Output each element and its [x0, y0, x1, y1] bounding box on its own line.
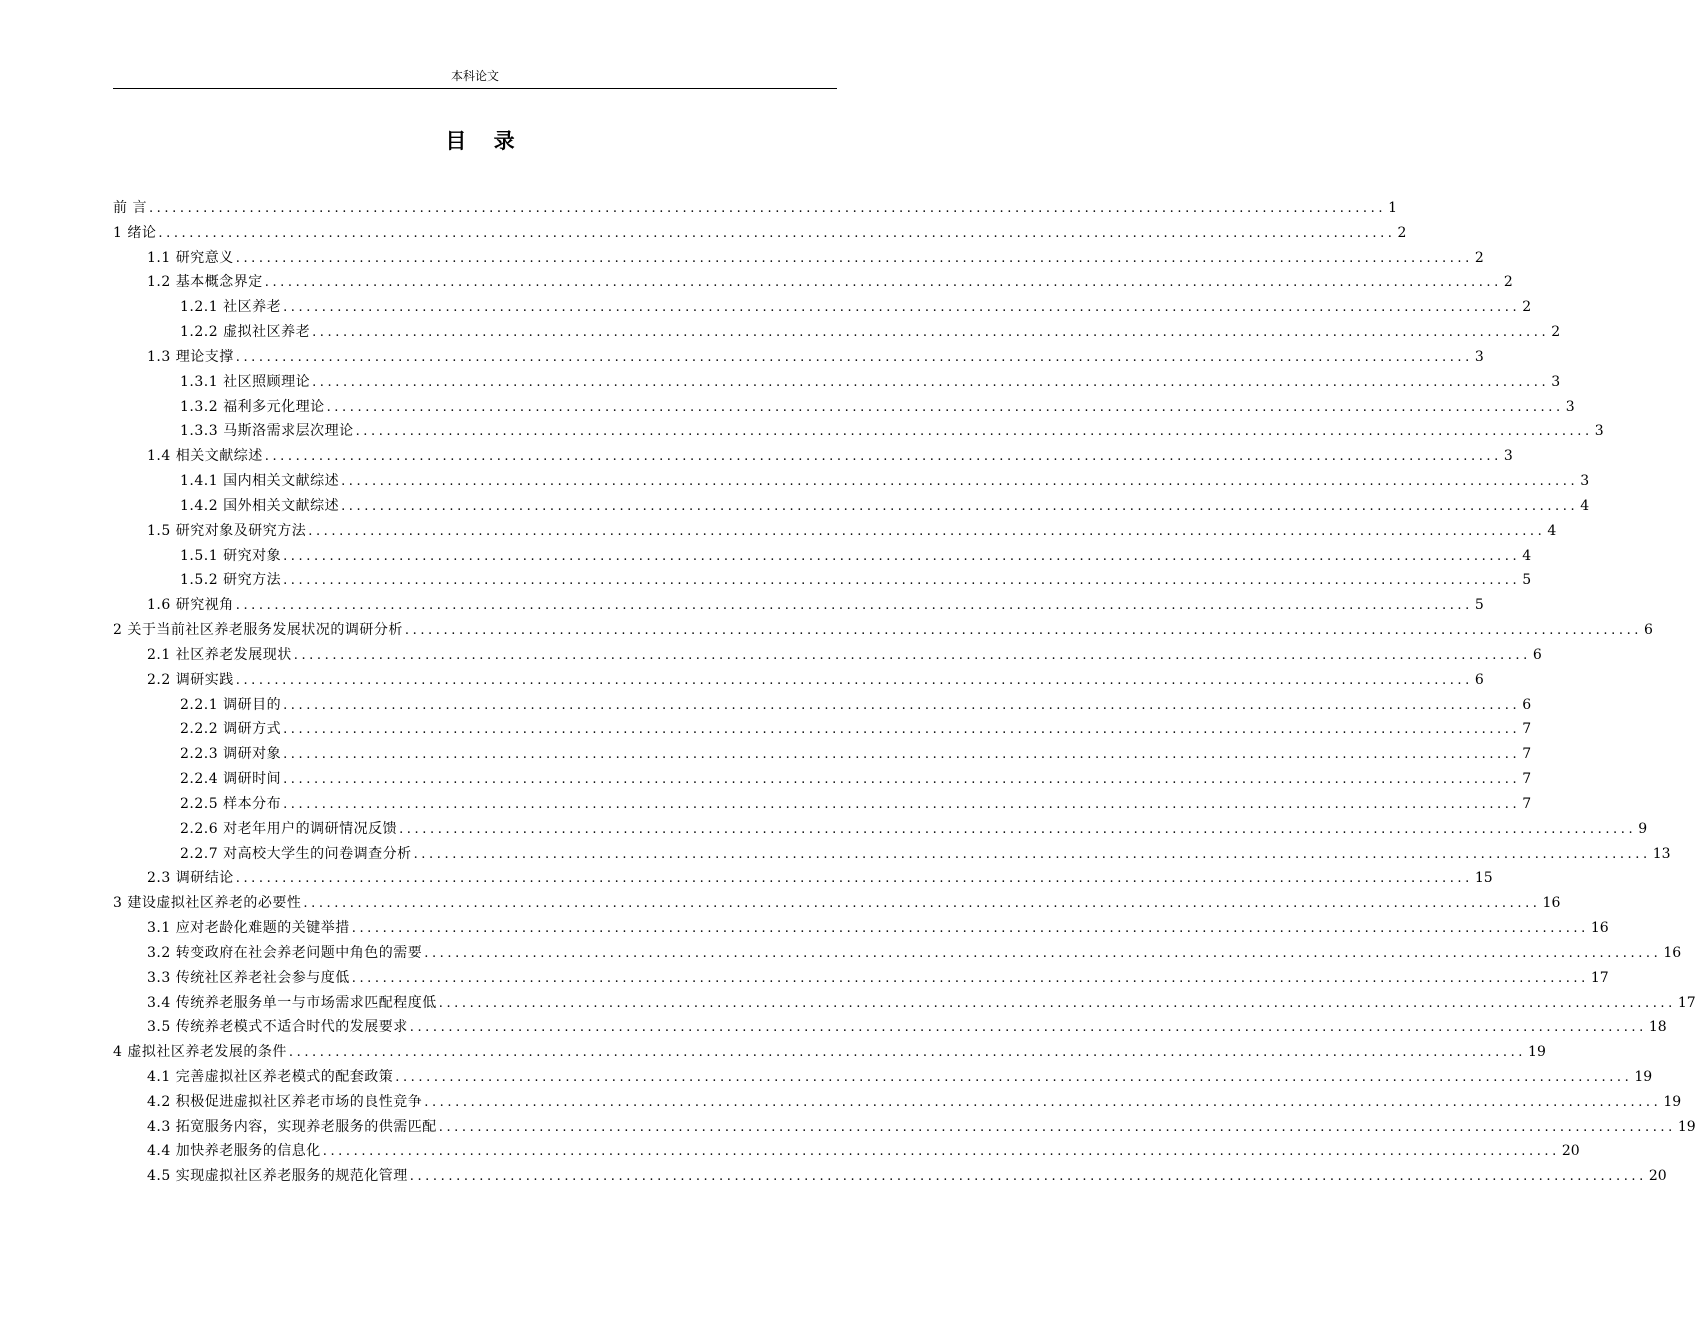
toc-entry-label: 1.3.3 马斯洛需求层次理论: [180, 423, 354, 440]
toc-dot-leader: ................................................................................................................................................................: [235, 250, 1473, 266]
toc-dot-leader: ................................................................................................................................................................: [413, 846, 1651, 862]
toc-entry-label: 1.3.1 社区照顾理论: [180, 373, 311, 390]
toc-entry[interactable]: [113, 991, 1696, 1016]
toc-entry-page-number: 16: [1542, 895, 1561, 912]
toc-entry-page-number: 4: [1547, 522, 1557, 539]
toc-entry-page-number: 7: [1522, 795, 1532, 812]
toc-entry[interactable]: [113, 1164, 1667, 1189]
toc-entry-page-number: 3: [1594, 423, 1604, 440]
toc-entry-label: 1.3.2 福利多元化理论: [180, 398, 325, 415]
toc-dot-leader: ................................................................................................................................................................: [158, 225, 1396, 241]
toc-entry[interactable]: [113, 792, 1532, 817]
toc-entry[interactable]: [113, 891, 1561, 916]
toc-entry-label: 3.5 传统养老模式不适合时代的发展要求: [147, 1019, 408, 1036]
toc-entry-label: 4.3 拓宽服务内容，实现养老服务的供需匹配: [147, 1118, 437, 1135]
toc-entry[interactable]: [113, 1115, 1696, 1140]
toc-dot-leader: ................................................................................................................................................................: [424, 1094, 1662, 1110]
toc-entry-label: 2.2.1 调研目的: [180, 696, 282, 713]
toc-entry-page-number: 1: [1388, 200, 1398, 216]
toc-dot-leader: ................................................................................................................................................................: [424, 945, 1662, 961]
toc-entry[interactable]: [113, 866, 1493, 891]
toc-dot-leader: ................................................................................................................................................................: [308, 523, 1546, 539]
toc-entry-page-number: 20: [1561, 1143, 1580, 1160]
toc-entry-page-number: 3: [1503, 448, 1513, 465]
toc-entry[interactable]: [113, 1040, 1546, 1065]
toc-entry-label: 1.2.2 虚拟社区养老: [180, 324, 311, 341]
toc-entry-page-number: 2: [1503, 274, 1513, 291]
toc-dot-leader: ................................................................................................................................................................: [283, 796, 1521, 812]
toc-dot-leader: ................................................................................................................................................................: [283, 548, 1521, 564]
toc-entry[interactable]: [113, 966, 1609, 991]
toc-dot-leader: ................................................................................................................................................................: [235, 871, 1473, 887]
toc-entry-page-number: 16: [1663, 944, 1682, 961]
toc-dot-leader: ................................................................................................................................................................: [312, 374, 1550, 390]
toc-dot-leader: ................................................................................................................................................................: [438, 1119, 1676, 1135]
toc-entry-label: 2.2.5 样本分布: [180, 795, 282, 812]
toc-entry[interactable]: [113, 916, 1609, 941]
toc-entry[interactable]: [113, 370, 1561, 395]
toc-entry-page-number: 18: [1648, 1019, 1667, 1036]
toc-dot-leader: ................................................................................................................................................................: [312, 325, 1550, 341]
toc-entry[interactable]: [113, 320, 1561, 345]
toc-entry[interactable]: [113, 817, 1648, 842]
toc-entry-page-number: 2: [1397, 224, 1407, 241]
toc-entry-label: 3.4 传统养老服务单一与市场需求匹配程度低: [147, 994, 437, 1011]
toc-dot-leader: ................................................................................................................................................................: [283, 573, 1521, 589]
page-header: [113, 64, 837, 89]
toc-entry[interactable]: [113, 1065, 1653, 1090]
toc-dot-leader: ................................................................................................................................................................: [288, 1045, 1527, 1061]
toc-entry-page-number: 19: [1677, 1118, 1696, 1135]
toc-entry-page-number: 5: [1474, 597, 1484, 614]
toc-entry-label: 3.1 应对老龄化难题的关键举措: [147, 920, 350, 937]
toc-entry-page-number: 17: [1590, 969, 1609, 986]
toc-entry[interactable]: [113, 221, 1407, 246]
header-text: 本科论文: [450, 69, 499, 83]
toc-entry[interactable]: [113, 941, 1682, 966]
toc-entry[interactable]: [113, 419, 1604, 444]
toc-dot-leader: ................................................................................................................................................................: [351, 921, 1589, 937]
toc-dot-leader: ................................................................................................................................................................: [341, 498, 1579, 514]
toc-entry-label: 2.2.3 调研对象: [180, 746, 282, 763]
toc-entry-label: 4.5 实现虚拟社区养老服务的规范化管理: [147, 1168, 408, 1185]
toc-entry-label: 2 关于当前社区养老服务发展状况的调研分析: [113, 622, 403, 639]
toc-entry-label: 1.4.2 国外相关文献综述: [180, 497, 340, 514]
toc-entry-page-number: 7: [1522, 746, 1532, 763]
toc-dot-leader: ................................................................................................................................................................: [326, 399, 1564, 415]
toc-entry-page-number: 3: [1474, 348, 1484, 365]
toc-entry-label: 1.6 研究视角: [147, 597, 234, 614]
toc-entry-page-number: 19: [1634, 1068, 1653, 1085]
toc-entry[interactable]: [113, 295, 1532, 320]
toc-entry[interactable]: [113, 345, 1484, 370]
toc-entry[interactable]: [113, 270, 1513, 295]
toc-dot-leader: ................................................................................................................................................................: [293, 647, 1531, 663]
toc-entry-page-number: 3: [1565, 398, 1575, 415]
toc-dot-leader: ................................................................................................................................................................: [283, 697, 1521, 713]
toc-entry[interactable]: [113, 668, 1484, 693]
toc-entry-label: 4.2 积极促进虚拟社区养老市场的良性竞争: [147, 1093, 423, 1110]
toc-dot-leader: ................................................................................................................................................................: [283, 722, 1521, 738]
toc-dot-leader: ................................................................................................................................................................: [409, 1169, 1647, 1185]
toc-dot-leader: ................................................................................................................................................................: [438, 995, 1676, 1011]
toc-dot-leader: ................................................................................................................................................................: [148, 201, 1387, 216]
toc-entry-label: 1.5 研究对象及研究方法: [147, 522, 307, 539]
toc-entry-label: 4.1 完善虚拟社区养老模式的配套政策: [147, 1068, 394, 1085]
toc-entry[interactable]: [113, 618, 1653, 643]
toc-entry-label: 2.2.7 对高校大学生的问卷调查分析: [180, 845, 412, 862]
toc-entry[interactable]: [113, 1090, 1682, 1115]
table-of-contents: [113, 196, 1696, 1189]
toc-entry[interactable]: [113, 519, 1557, 544]
toc-dot-leader: ................................................................................................................................................................: [235, 598, 1473, 614]
toc-entry-page-number: 15: [1474, 870, 1493, 887]
toc-entry-page-number: 6: [1474, 671, 1484, 688]
toc-dot-leader: ................................................................................................................................................................: [283, 772, 1521, 788]
toc-dot-leader: ................................................................................................................................................................: [409, 1020, 1647, 1036]
toc-entry-label: 1.5.2 研究方法: [180, 572, 282, 589]
toc-entry[interactable]: [113, 395, 1575, 420]
toc-entry-label: 1.3 理论支撑: [147, 348, 234, 365]
toc-entry-page-number: 16: [1590, 920, 1609, 937]
toc-entry[interactable]: [113, 593, 1484, 618]
toc-entry-page-number: 7: [1522, 771, 1532, 788]
toc-entry[interactable]: [113, 842, 1671, 867]
toc-entry-label: 3.2 转变政府在社会养老问题中角色的需要: [147, 944, 423, 961]
toc-dot-leader: ................................................................................................................................................................: [341, 474, 1579, 490]
toc-entry[interactable]: [113, 693, 1532, 718]
toc-entry[interactable]: [113, 1139, 1580, 1164]
toc-entry-label: 1.4 相关文献综述: [147, 448, 263, 465]
toc-entry[interactable]: [113, 1015, 1667, 1040]
toc-dot-leader: ................................................................................................................................................................: [235, 349, 1473, 365]
toc-dot-leader: ................................................................................................................................................................: [322, 1144, 1560, 1160]
toc-entry-page-number: 4: [1580, 497, 1590, 514]
toc-dot-leader: ................................................................................................................................................................: [355, 424, 1593, 440]
toc-entry-page-number: 3: [1551, 373, 1561, 390]
toc-entry[interactable]: [113, 469, 1590, 494]
toc-entry-page-number: 3: [1580, 473, 1590, 490]
toc-entry-page-number: 4: [1522, 547, 1532, 564]
toc-entry-label: 2.2 调研实践: [147, 671, 234, 688]
toc-entry-page-number: 7: [1522, 721, 1532, 738]
toc-entry-page-number: 5: [1522, 572, 1532, 589]
toc-entry-page-number: 20: [1648, 1168, 1667, 1185]
toc-dot-leader: ................................................................................................................................................................: [399, 821, 1637, 837]
toc-dot-leader: ................................................................................................................................................................: [264, 275, 1502, 291]
page-title: 目 录: [445, 129, 525, 153]
toc-entry-page-number: 13: [1652, 845, 1671, 862]
toc-entry-label: 3 建设虚拟社区养老的必要性: [113, 895, 302, 912]
toc-dot-leader: ................................................................................................................................................................: [264, 449, 1502, 465]
toc-entry-label: 2.1 社区养老发展现状: [147, 646, 292, 663]
toc-entry-label: 2.3 调研结论: [147, 870, 234, 887]
toc-entry-label: 1.5.1 研究对象: [180, 547, 282, 564]
toc-entry-label: 2.2.2 调研方式: [180, 721, 282, 738]
toc-entry-label: 1.4.1 国内相关文献综述: [180, 473, 340, 490]
toc-entry-label: 1 绪论: [113, 224, 157, 241]
toc-entry-page-number: 2: [1551, 324, 1561, 341]
toc-entry-page-number: 2: [1522, 299, 1532, 316]
toc-dot-leader: ................................................................................................................................................................: [283, 300, 1521, 316]
toc-entry-label: 1.2 基本概念界定: [147, 274, 263, 291]
toc-entry-page-number: 19: [1663, 1093, 1682, 1110]
toc-entry[interactable]: [113, 767, 1532, 792]
toc-dot-leader: ................................................................................................................................................................: [404, 623, 1643, 639]
toc-entry[interactable]: [113, 246, 1484, 271]
toc-dot-leader: ................................................................................................................................................................: [351, 970, 1589, 986]
toc-entry-label: 4.4 加快养老服务的信息化: [147, 1143, 321, 1160]
toc-entry-page-number: 19: [1528, 1044, 1546, 1061]
toc-entry[interactable]: [113, 196, 1398, 221]
toc-dot-leader: ................................................................................................................................................................: [303, 896, 1541, 912]
toc-entry[interactable]: [113, 568, 1532, 593]
toc-dot-leader: ................................................................................................................................................................: [235, 672, 1473, 688]
toc-entry-label: 4 虚拟社区养老发展的条件: [113, 1044, 287, 1061]
toc-entry[interactable]: [113, 544, 1532, 569]
toc-entry-page-number: 6: [1532, 646, 1542, 663]
toc-dot-leader: ................................................................................................................................................................: [283, 747, 1521, 763]
toc-entry-label: 前 言: [113, 200, 147, 216]
toc-entry-label: 3.3 传统社区养老社会参与度低: [147, 969, 350, 986]
toc-entry[interactable]: [113, 742, 1532, 767]
toc-entry-page-number: 6: [1644, 622, 1653, 639]
toc-entry[interactable]: [113, 444, 1513, 469]
toc-entry-label: 2.2.4 调研时间: [180, 771, 282, 788]
toc-entry-label: 2.2.6 对老年用户的调研情况反馈: [180, 820, 398, 837]
toc-entry[interactable]: [113, 494, 1590, 519]
toc-entry-page-number: 2: [1474, 249, 1484, 266]
toc-dot-leader: ................................................................................................................................................................: [395, 1069, 1633, 1085]
toc-entry-label: 1.2.1 社区养老: [180, 299, 282, 316]
toc-entry-page-number: 9: [1638, 820, 1648, 837]
toc-entry-page-number: 6: [1522, 696, 1532, 713]
toc-entry[interactable]: [113, 643, 1542, 668]
toc-entry[interactable]: [113, 717, 1532, 742]
toc-entry-page-number: 17: [1677, 994, 1696, 1011]
toc-entry-label: 1.1 研究意义: [147, 249, 234, 266]
